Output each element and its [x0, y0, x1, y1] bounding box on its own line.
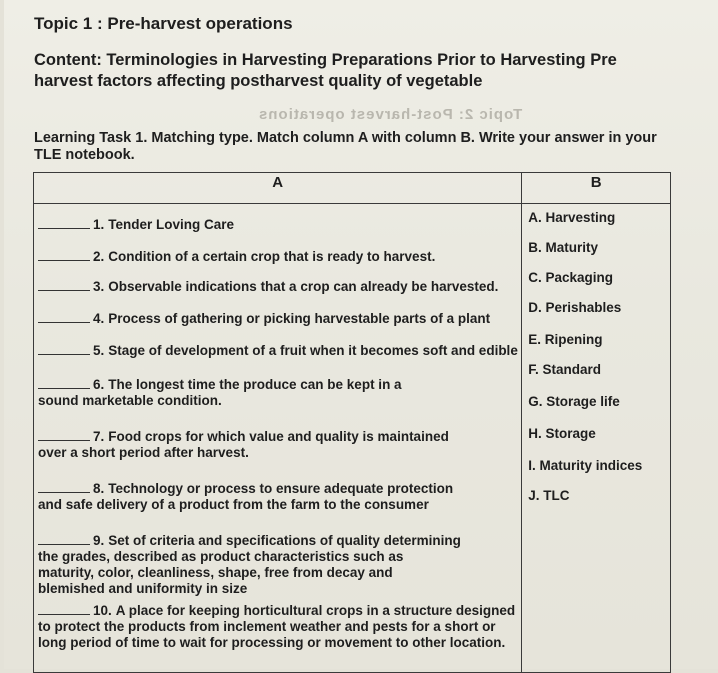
task-instructions: Learning Task 1. Matching type. Match column A with column B. Write your answer in your TLE notebook.: [34, 130, 657, 163]
answer-blank-6[interactable]: [38, 376, 90, 389]
column-a-item-7: 7. Food crops for which value and quality is maintained over a short period after harvest.: [38, 429, 449, 460]
column-b-header: B: [522, 173, 671, 204]
column-b-item-i: I. Maturity indices: [528, 458, 643, 473]
column-a-item-4: 4. Process of gathering or picking harvestable parts of a plant: [34, 308, 521, 340]
column-a-cell: [34, 204, 522, 673]
answer-blank-4[interactable]: [38, 310, 90, 323]
bleed-through-text: Topic 2: Post-harvest operations: [258, 106, 523, 123]
column-a-item-1: 1. Tender Loving Care: [34, 204, 521, 246]
column-b-item-b: B. Maturity: [528, 240, 599, 255]
column-b-cell: [522, 204, 671, 673]
column-b-item-h: H. Storage: [528, 426, 596, 441]
column-a-item-6: 6. The longest time the produce can be kept in a sound marketable condition.: [38, 377, 402, 408]
column-b-item-d: D. Perishables: [528, 300, 622, 315]
column-b-item-e: E. Ripening: [528, 332, 603, 347]
worksheet-page: [4, 0, 718, 669]
matching-table: [33, 172, 671, 673]
content-description: Content: Terminologies in Harvesting Preparations Prior to Harvesting Pre harvest factors affecting postharvest quality of vegetable: [34, 51, 617, 90]
column-a-item-2: 2. Condition of a certain crop that is ready to harvest.: [34, 246, 521, 278]
answer-blank-3[interactable]: [38, 278, 90, 291]
answer-blank-8[interactable]: [38, 480, 90, 493]
column-b-item-c: C. Packaging: [528, 270, 614, 285]
answer-blank-2[interactable]: [38, 248, 90, 261]
answer-blank-1[interactable]: [38, 216, 90, 229]
column-b-item-f: F. Standard: [528, 362, 602, 377]
answer-blank-7[interactable]: [38, 428, 90, 441]
topic-heading: Topic 1 : Pre-harvest operations: [34, 14, 293, 33]
answer-blank-5[interactable]: [38, 342, 90, 355]
column-a-item-3: 3. Observable indications that a crop can already be harvested.: [34, 278, 521, 308]
answer-blank-10[interactable]: [38, 602, 90, 615]
column-a-item-5: 5. Stage of development of a fruit when it becomes soft and edible: [34, 340, 521, 372]
column-a-item-8: 8. Technology or process to ensure adequate protection and safe delivery of a product from the farm to the consumer: [38, 481, 454, 512]
column-a-item-9: 9. Set of criteria and specifications of quality determining the grades, described as product characteristics such as maturity, color, cleanliness, shape, free from decay and blemished and uniformity in size: [38, 533, 461, 596]
column-b-item-a: A. Harvesting: [528, 210, 616, 225]
column-b-item-g: G. Storage life: [528, 394, 620, 409]
column-a-header: A: [34, 173, 522, 204]
column-a-item-10: 10. A place for keeping horticultural crops in a structure designed to protect the products from inclement weather and pests for a short or long period of time to wait for processing or movement to other location.: [38, 603, 516, 650]
column-b-item-j: J. TLC: [528, 488, 570, 503]
answer-blank-9[interactable]: [38, 532, 90, 545]
